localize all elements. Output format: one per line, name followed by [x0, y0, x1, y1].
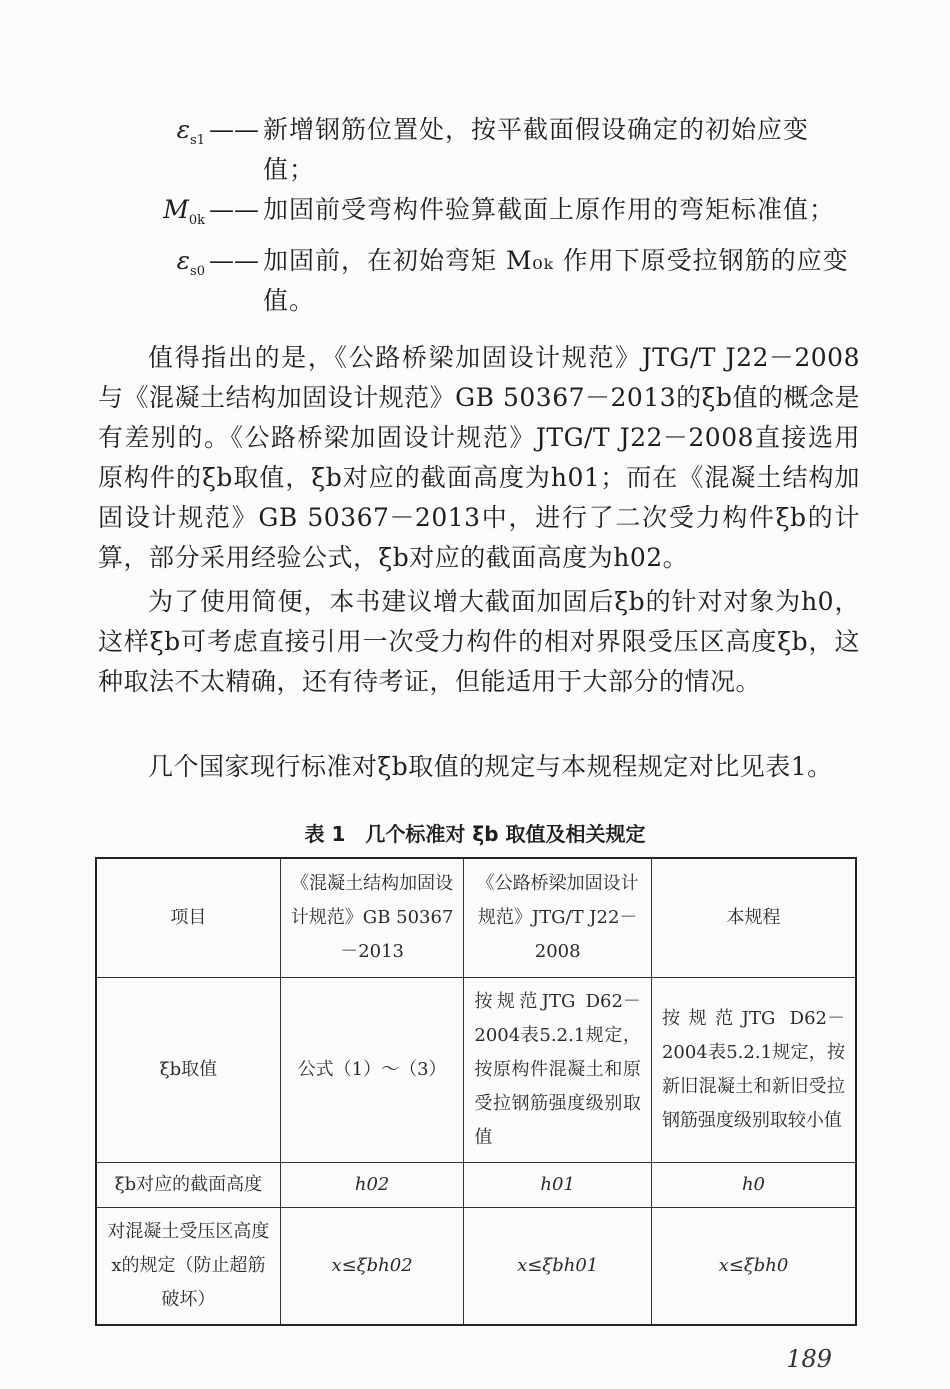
table-cell: h01 — [464, 1163, 652, 1208]
definition-row — [95, 190, 860, 241]
definition-text: 新增钢筋位置处，按平截面假设确定的初始应变值； — [263, 115, 810, 184]
table-row — [96, 1208, 856, 1326]
definition-dash: —— — [209, 115, 259, 144]
table-cell: x≤ξbh01 — [464, 1208, 652, 1326]
body-paragraph: 为了使用简便，本书建议增大截面加固后ξb的针对对象为h0，这样ξb可考虑直接引用一次受力构件的相对界限受压区高度ξb，这种取法不太精确，还有待考证，但能适用于大部分的情况。 — [98, 587, 860, 696]
definition-dash: —— — [209, 195, 259, 224]
table-header-cell: 本规程 — [651, 858, 856, 978]
definition-symbol: $\varepsilon_{s0}$ — [176, 246, 205, 279]
definition-symbol: $\varepsilon_{s1}$ — [176, 115, 205, 148]
table-row — [96, 1163, 856, 1208]
table-header-cell: 项目 — [96, 858, 280, 978]
definition-row — [95, 110, 860, 190]
table-cell: h02 — [280, 1163, 464, 1208]
symbol-definitions — [95, 110, 860, 321]
definition-row — [95, 241, 860, 321]
table-cell: x≤ξbh02 — [280, 1208, 464, 1326]
table-cell: 公式（1）～（3） — [280, 978, 464, 1163]
definition-text: 加固前受弯构件验算截面上原作用的弯矩标准值； — [263, 195, 836, 224]
definition-dash: —— — [209, 246, 259, 275]
definition-text: 加固前，在初始弯矩 M₀ₖ 作用下原受拉钢筋的应变值。 — [263, 246, 849, 315]
comparison-table — [95, 857, 857, 1326]
table-cell: 对混凝土受压区高度x的规定（防止超筋破坏） — [96, 1208, 280, 1326]
body-paragraph: 值得指出的是，《公路桥梁加固设计规范》JTG/T J22－2008与《混凝土结构加固设计规范》GB 50367－2013的ξb值的概念是有差别的。《公路桥梁加固设计规范》JTG/T J22－2008直接选用原构件的ξb取值，ξb对应的截面高度为h01；而在《混凝土结构加固设计规范》GB 50367－2013中，进行了二次受力构件ξb的计算，部分采用经验公式，ξb对应的截面高度为h02。 — [98, 343, 860, 572]
table-cell: ξb取值 — [96, 978, 280, 1163]
body-paragraph: 几个国家现行标准对ξb取值的规定与本规程规定对比见表1。 — [148, 752, 833, 781]
table-header-cell: 《公路桥梁加固设计规范》JTG/T J22－2008 — [464, 858, 652, 978]
table-cell: 按规范JTG D62－2004表5.2.1规定，按原构件混凝土和原受拉钢筋强度级别取值 — [464, 978, 652, 1163]
definition-symbol: $M_{0k}$ — [163, 195, 205, 228]
table-row — [96, 978, 856, 1163]
page-number: 189 — [786, 1345, 832, 1373]
table-cell: x≤ξbh0 — [651, 1208, 856, 1326]
table-cell: ξb对应的截面高度 — [96, 1163, 280, 1208]
table-cell: 按规范JTG D62－2004表5.2.1规定，按新旧混凝土和新旧受拉钢筋强度级别取较小值 — [651, 978, 856, 1163]
table-caption: 表 1 几个标准对 ξb 取值及相关规定 — [304, 822, 646, 846]
table-cell: h0 — [651, 1163, 856, 1208]
table-header-cell: 《混凝土结构加固设计规范》GB 50367－2013 — [280, 858, 464, 978]
table-header-row — [96, 858, 856, 978]
